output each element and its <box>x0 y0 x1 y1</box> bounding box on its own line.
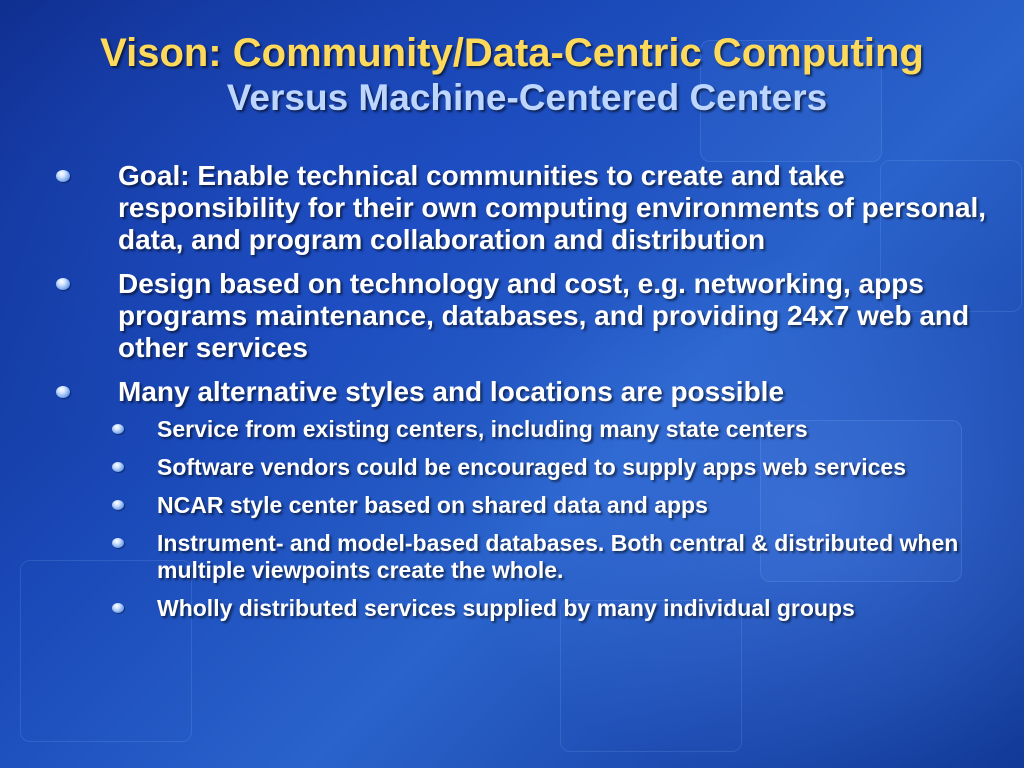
slide-title-line2: Versus Machine-Centered Centers <box>226 77 828 118</box>
bullet-text: Design based on technology and cost, e.g. networking, apps programs maintenance, databases, and providing 24x7 web and other services <box>118 268 970 363</box>
sub-bullet-icon <box>112 500 124 510</box>
sub-bullet-item <box>56 530 1016 584</box>
sub-bullet-item <box>56 595 1016 622</box>
bullet-item <box>56 160 1016 256</box>
sub-bullet-icon <box>112 603 124 613</box>
sub-bullet-text: Wholly distributed services supplied by many individual groups <box>157 595 855 621</box>
sub-bullet-text: Instrument- and model-based databases. Both central & distributed when multiple viewpoints create the whole. <box>157 530 959 583</box>
sub-bullet-text: Software vendors could be encouraged to supply apps web services <box>157 454 906 480</box>
sub-bullet-item <box>56 454 1016 481</box>
sub-bullet-text: NCAR style center based on shared data and apps <box>157 492 708 518</box>
bullet-item <box>56 376 1016 408</box>
bullet-text: Many alternative styles and locations are possible <box>118 376 785 407</box>
sub-bullet-icon <box>112 462 124 472</box>
sub-bullet-icon <box>112 424 124 434</box>
slide-body <box>56 160 1016 633</box>
sub-bullet-icon <box>112 538 124 548</box>
bullet-item <box>56 268 1016 364</box>
bullet-icon <box>56 386 70 398</box>
slide-title-line1: Vison: Community/Data-Centric Computing <box>100 31 924 75</box>
bullet-text: Goal: Enable technical communities to create and take responsibility for their own computing environments of personal, data, and program collaboration and distribution <box>118 160 987 255</box>
slide-title <box>0 30 1024 120</box>
bullet-icon <box>56 278 70 290</box>
sub-bullet-item <box>56 416 1016 443</box>
sub-bullet-text: Service from existing centers, including many state centers <box>157 416 808 442</box>
sub-bullet-item <box>56 492 1016 519</box>
bullet-icon <box>56 170 70 182</box>
